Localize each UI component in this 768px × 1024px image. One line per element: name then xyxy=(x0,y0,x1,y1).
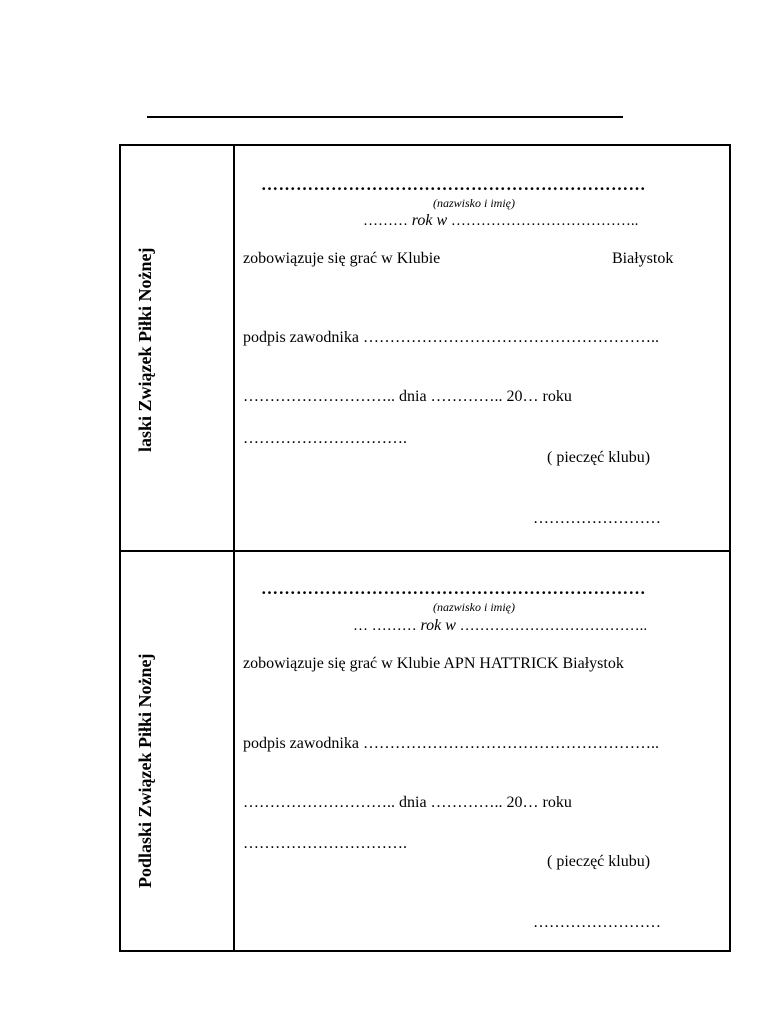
player-signature-line[interactable]: podpis zawodnika ……………………………………………….. xyxy=(243,735,659,752)
name-caption: (nazwisko i imię) xyxy=(433,600,515,614)
club-commitment-line: zobowiązuje się grać w Klubie xyxy=(243,250,441,267)
side-label-text: Podlaski Związek Piłki Nożnej xyxy=(135,653,155,888)
rok-word: rok w xyxy=(420,617,456,634)
player-signature-line[interactable]: podpis zawodnika ……………………………………………….. xyxy=(243,329,659,346)
club-stamp-dots[interactable]: …………………… xyxy=(533,914,661,931)
header-rule xyxy=(147,116,623,118)
birth-year-line[interactable] xyxy=(363,212,638,230)
club-city: Białystok xyxy=(612,250,674,267)
club-stamp-label: ( pieczęć klubu) xyxy=(547,853,651,870)
place-dots[interactable]: …………………………. xyxy=(243,430,407,447)
column-divider xyxy=(233,146,235,950)
rok-word: rok w xyxy=(411,212,448,229)
place-dots[interactable]: …………………………. xyxy=(243,835,407,852)
birth-place-dots: ……………………………….. xyxy=(455,618,648,634)
club-stamp-dots[interactable]: …………………… xyxy=(533,510,661,527)
club-stamp-label: ( pieczęć klubu) xyxy=(547,449,651,466)
declaration-form xyxy=(119,144,731,952)
name-caption: (nazwisko i imię) xyxy=(433,196,515,210)
side-label-text: laski Związek Piłki Nożnej xyxy=(135,247,155,452)
club-commitment-line: zobowiązuje się grać w Klubie APN HATTRICK Białystok xyxy=(243,655,624,672)
birth-place-dots: ……………………………….. xyxy=(447,213,639,229)
name-field[interactable]: ………………………………………………………… xyxy=(261,175,646,194)
birth-year-dots: ……… xyxy=(363,213,412,229)
birth-year-dots: … ……… xyxy=(353,618,421,634)
section-divider xyxy=(121,550,729,552)
birth-year-line[interactable] xyxy=(353,617,647,635)
date-line[interactable]: ……………………….. dnia ………….. 20… roku xyxy=(243,794,572,811)
date-line[interactable]: ……………………….. dnia ………….. 20… roku xyxy=(243,388,572,405)
name-field[interactable]: ………………………………………………………… xyxy=(261,579,646,598)
